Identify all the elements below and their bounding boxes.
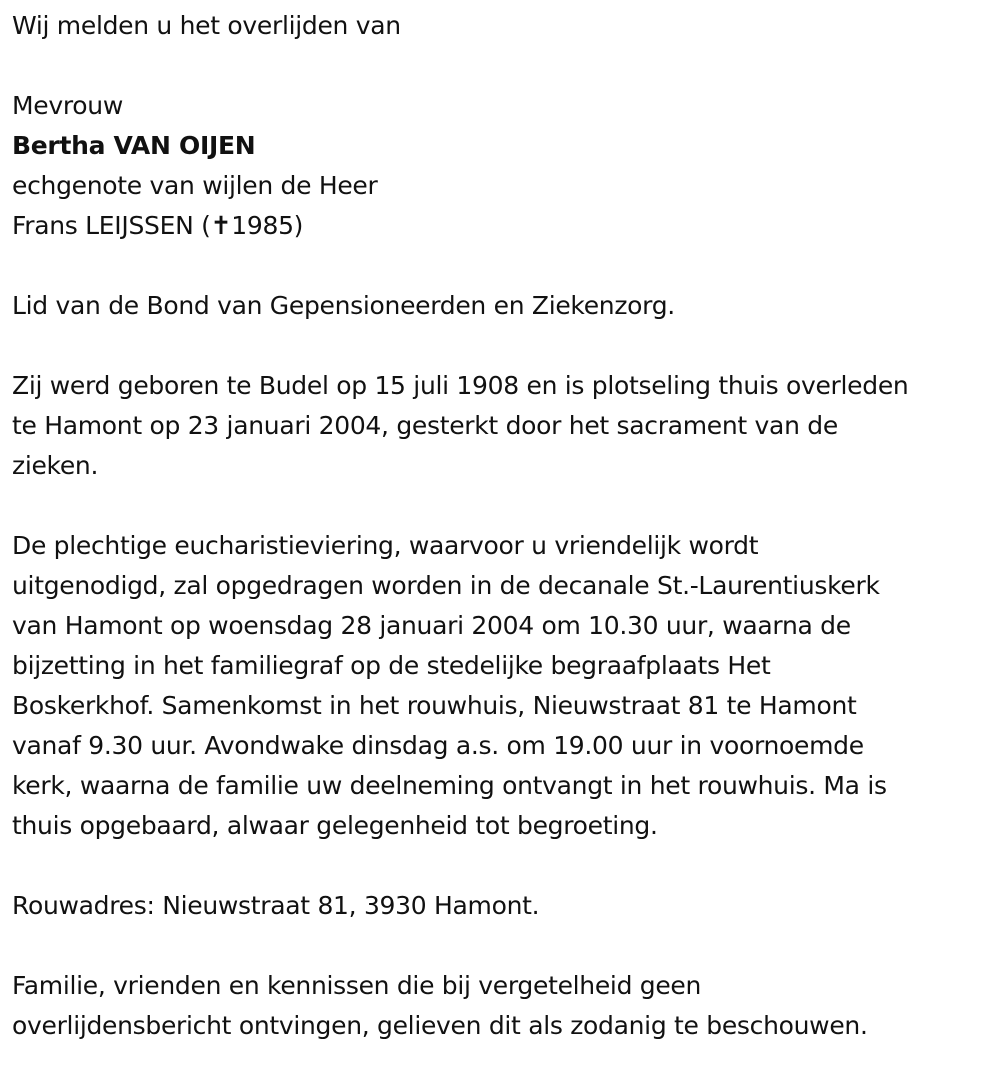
spouse-death-year: 1985) bbox=[231, 211, 304, 240]
membership-text: Lid van de Bond van Gepensioneerden en Ziekenzorg. bbox=[12, 291, 675, 320]
paragraph-line: Boskerkhof. Samenkomst in het rouwhuis, Nieuwstraat 81 te Hamont bbox=[12, 691, 857, 720]
paragraph-line: vanaf 9.30 uur. Avondwake dinsdag a.s. om 19.00 uur in voornoemde bbox=[12, 731, 864, 760]
intro-text: Wij melden u het overlijden van bbox=[12, 11, 401, 40]
paragraph-line: Familie, vrienden en kennissen die bij vergetelheid geen bbox=[12, 971, 702, 1000]
paragraph-line: te Hamont op 23 januari 2004, gesterkt door het sacrament van de bbox=[12, 411, 838, 440]
spacer bbox=[12, 326, 987, 366]
paragraph-line: bijzetting in het familiegraf op de stedelijke begraafplaats Het bbox=[12, 651, 771, 680]
cross-icon: ✝ bbox=[210, 211, 232, 240]
birth-death-paragraph bbox=[12, 366, 987, 486]
obituary-notice bbox=[12, 6, 987, 1046]
paragraph-line: van Hamont op woensdag 28 januari 2004 om 10.30 uur, waarna de bbox=[12, 611, 851, 640]
ceremony-paragraph bbox=[12, 526, 987, 846]
paragraph-line: overlijdensbericht ontvingen, gelieven dit als zodanig te beschouwen. bbox=[12, 1011, 868, 1040]
paragraph-line: De plechtige eucharistieviering, waarvoor u vriendelijk wordt bbox=[12, 531, 759, 560]
paragraph-line: thuis opgebaard, alwaar gelegenheid tot begroeting. bbox=[12, 811, 658, 840]
closing-paragraph bbox=[12, 966, 987, 1046]
salutation: Mevrouw bbox=[12, 91, 123, 120]
spouse-description: echgenote van wijlen de Heer bbox=[12, 171, 378, 200]
spacer bbox=[12, 46, 987, 86]
mourning-address: Rouwadres: Nieuwstraat 81, 3930 Hamont. bbox=[12, 891, 540, 920]
paragraph-line: Zij werd geboren te Budel op 15 juli 1908 en is plotseling thuis overleden bbox=[12, 371, 909, 400]
paragraph-line: zieken. bbox=[12, 451, 99, 480]
paragraph-line: kerk, waarna de familie uw deelneming ontvangt in het rouwhuis. Ma is bbox=[12, 771, 887, 800]
spouse-name: Frans LEIJSSEN ( bbox=[12, 211, 211, 240]
deceased-name: Bertha VAN OIJEN bbox=[12, 131, 256, 160]
spacer bbox=[12, 486, 987, 526]
spacer bbox=[12, 846, 987, 886]
spouse-name-line bbox=[12, 206, 987, 246]
spacer bbox=[12, 246, 987, 286]
spacer bbox=[12, 926, 987, 966]
paragraph-line: uitgenodigd, zal opgedragen worden in de decanale St.-Laurentiuskerk bbox=[12, 571, 880, 600]
